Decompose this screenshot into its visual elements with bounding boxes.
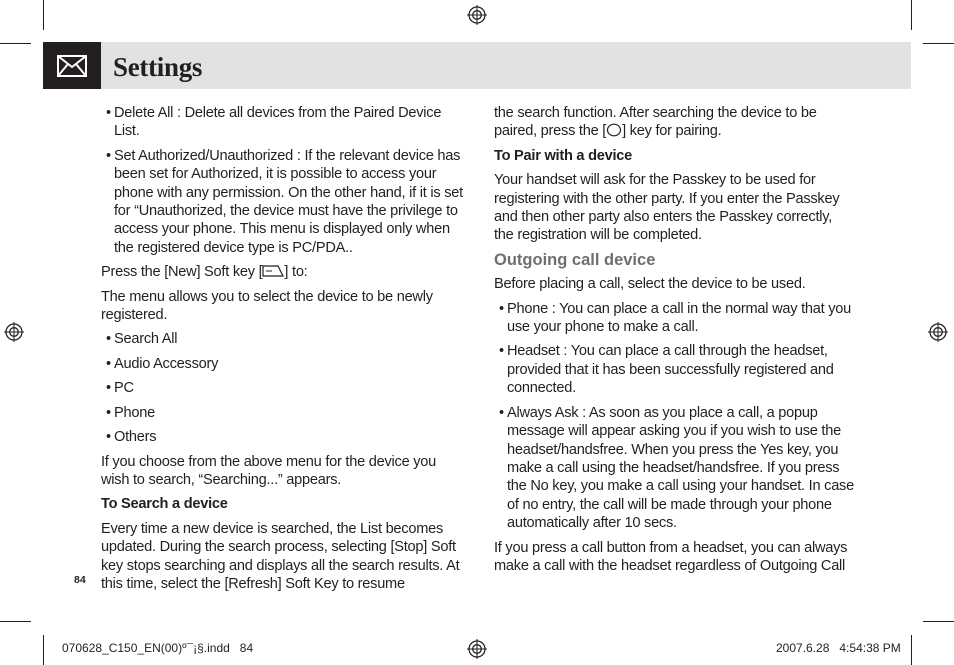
list-item: • Delete All : Delete all devices from the Paired Device List.	[101, 104, 463, 141]
page-title: Settings	[113, 52, 203, 82]
outgoing-section-heading: Outgoing call device	[494, 250, 656, 269]
right-column	[494, 104, 854, 581]
header-icon-box	[43, 42, 101, 89]
envelope-icon	[57, 55, 87, 77]
search-paragraph: Every time a new device is searched, the List becomes updated. During the search process, selecting [Stop] Soft key stops searching and displays all the search results. At this time, select the [Refresh] Soft Key to resume	[101, 520, 460, 592]
closing-paragraph: If you press a call button from a headset, you can always make a call with the headset regardless of Outgoing Call	[494, 539, 848, 574]
list-item: • PC	[101, 379, 463, 397]
outgoing-intro: Before placing a call, select the device to be used.	[494, 276, 806, 293]
menu-list	[101, 330, 463, 446]
pair-heading: To Pair with a device	[494, 147, 633, 164]
crop-mark	[923, 621, 954, 622]
registration-mark-icon	[928, 322, 948, 342]
list-item: • Phone	[101, 404, 463, 422]
choose-paragraph: If you choose from the above menu for the device you wish to search, “Searching...” appears.	[101, 453, 437, 488]
outgoing-list	[494, 300, 854, 533]
crop-mark	[911, 0, 912, 30]
press-new-text-end: ] to:	[284, 264, 308, 281]
crop-mark	[923, 43, 954, 44]
new-softkey-icon	[262, 264, 284, 278]
list-item: • Phone : You can place a call in the normal way that you use your phone to make a call.	[494, 300, 854, 337]
list-item: • Audio Accessory	[101, 355, 463, 373]
list-item: • Set Authorized/Unauthorized : If the relevant device has been set for Authorized, it is possible to access your phone with any permission. On the other hand, if it is set for “Unauthorized, the device must have the privilege to access your phone. This menu is displayed only when the registered device type is PC/PDA..	[101, 147, 463, 257]
registration-mark-icon	[467, 5, 487, 25]
page-number: 84	[74, 574, 86, 586]
list-item: • Always Ask : As soon as you place a call, a popup message will appear asking you if you wish to use the headset/handsfree. When you press the Yes key, you make a call using the headset/handsfree. If you press the No key, you make a call using your handset. In case of no entry, the call will be made through your phone automatically after 10 secs.	[494, 404, 854, 533]
search-heading: To Search a device	[101, 496, 228, 513]
continuation-text-end: ] key for pairing.	[622, 123, 722, 140]
left-column	[101, 104, 463, 599]
continuation-paragraph	[494, 104, 854, 141]
press-new-paragraph	[101, 263, 463, 281]
pair-paragraph: Your handset will ask for the Passkey to be used for registering with the other party. If you enter the Passkey and then other party also enters the Passkey correctly, the registration will be completed.	[494, 172, 840, 244]
list-item: • Search All	[101, 330, 463, 348]
ok-key-icon	[606, 123, 622, 137]
registration-mark-icon	[467, 639, 487, 659]
crop-mark	[43, 635, 44, 665]
footer-datetime: 2007.6.28 4:54:38 PM	[776, 641, 901, 655]
list-item: • Others	[101, 428, 463, 446]
registration-mark-icon	[4, 322, 24, 342]
crop-mark	[0, 621, 31, 622]
continuation-text: the search function. After searching the device to be paired, press the [	[494, 105, 817, 140]
list-item: • Headset : You can place a call through the headset, provided that it has been successfully registered and connected.	[494, 342, 854, 397]
footer-filename: 070628_C150_EN(00)º¯¡§.indd 84	[62, 641, 254, 655]
top-bullet-list	[101, 104, 463, 257]
menu-intro: The menu allows you to select the device to be newly registered.	[101, 288, 433, 324]
press-new-text: Press the [New] Soft key [	[101, 264, 263, 281]
crop-mark	[43, 0, 44, 30]
crop-mark	[0, 43, 31, 44]
crop-mark	[911, 635, 912, 665]
